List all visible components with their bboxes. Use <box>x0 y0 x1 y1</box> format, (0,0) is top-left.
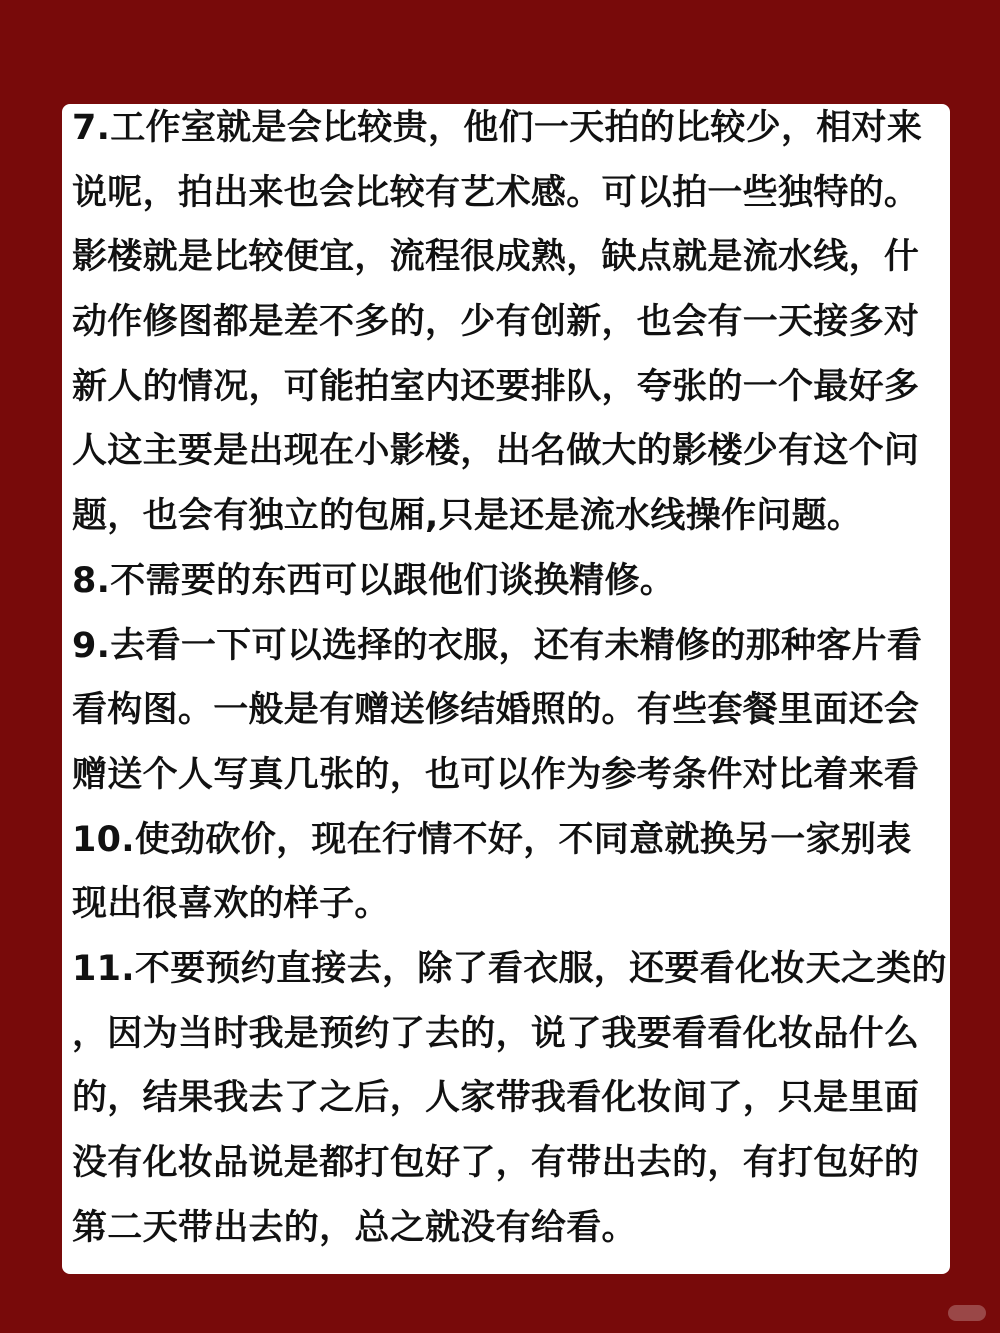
text-line: 动作修图都是差不多的，少有创新，也会有一天接多对 <box>72 302 920 343</box>
content-card <box>62 104 950 1274</box>
text-block <box>72 104 950 1260</box>
text-line: 现出很喜欢的样子。 <box>72 884 390 925</box>
text-line: 的，结果我去了之后，人家带我看化妆间了，只是里面 <box>72 1078 920 1119</box>
text-line: 影楼就是比较便宜，流程很成熟，缺点就是流水线，什 <box>72 237 920 278</box>
text-line: 7.工作室就是会比较贵，他们一天拍的比较少，相对来 <box>72 108 923 148</box>
text-line: 第二天带出去的，总之就没有给看。 <box>72 1207 637 1248</box>
text-line: ，因为当时我是预约了去的，说了我要看看化妆品什么 <box>72 1013 920 1054</box>
text-line: 人这主要是出现在小影楼，出名做大的影楼少有这个问 <box>72 431 920 472</box>
text-line: 11.不要预约直接去，除了看衣服，还要看化妆天之类的 <box>72 948 947 989</box>
text-line: 没有化妆品说是都打包好了，有带出去的，有打包好的 <box>72 1143 920 1183</box>
text-line: 题，也会有独立的包厢,只是还是流水线操作问题。 <box>72 496 863 537</box>
text-line: 赠送个人写真几张的，也可以作为参考条件对比着来看 <box>72 754 920 795</box>
text-line: 说呢，拍出来也会比较有艺术感。可以拍一些独特的。 <box>72 172 920 213</box>
text-line: 9.去看一下可以选择的衣服，还有未精修的那种客片看 <box>72 625 923 666</box>
text-line: 看构图。一般是有赠送修结婚照的。有些套餐里面还会 <box>72 690 920 731</box>
watermark-logo <box>948 1305 986 1321</box>
text-line: 新人的情况，可能拍室内还要排队，夸张的一个最好多 <box>72 366 920 407</box>
text-line: 8.不需要的东西可以跟他们谈换精修。 <box>72 560 676 601</box>
text-line: 10.使劲砍价，现在行情不好，不同意就换另一家别表 <box>72 819 912 860</box>
